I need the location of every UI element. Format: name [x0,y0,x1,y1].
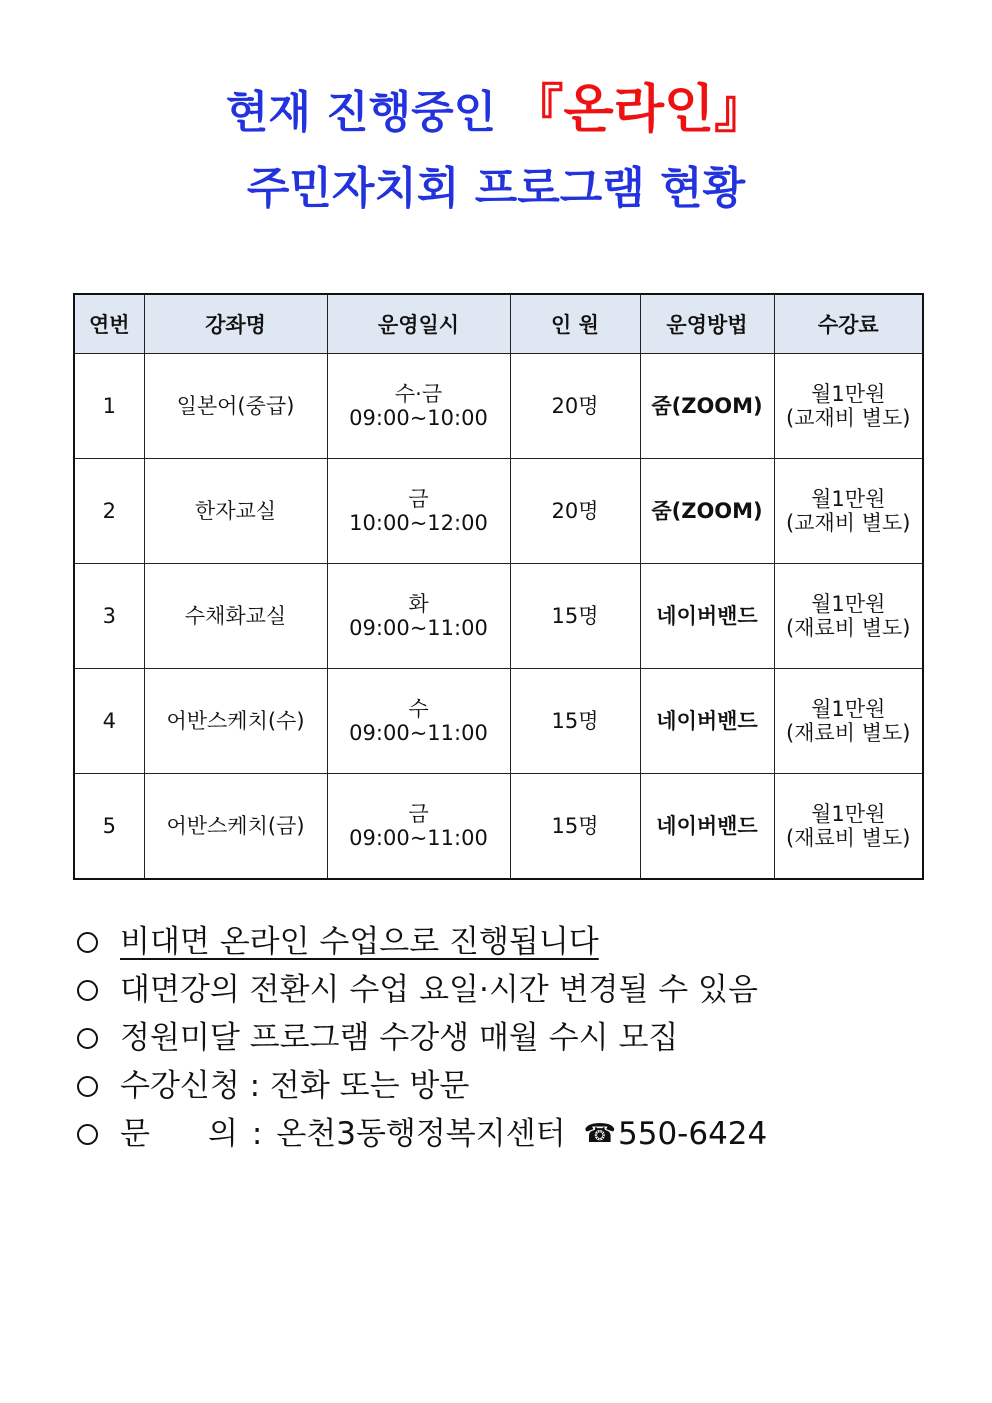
note-text: 대면강의 전환시 수업 요일·시간 변경될 수 있음 [120,972,758,1008]
header-people: 인 원 [510,294,640,354]
note-item [73,1014,933,1062]
row-fee-amount: 월1만원 [811,487,886,511]
row-fee-note: (재료비 별도) [786,826,911,850]
row-schedule [327,669,510,774]
row-time: 09:00~11:00 [349,826,488,850]
title-block [0,70,992,219]
row-fee [774,669,923,774]
circle-bullet-icon [77,932,98,953]
note-text: 수강신청 : 전화 또는 방문 [120,1068,470,1104]
header-fee: 수강료 [774,294,923,354]
page-title-line2: 주민자치회 프로그램 현황 [246,163,746,214]
row-fee [774,459,923,564]
row-no: 5 [74,774,144,880]
contact-label-1: 문 [120,1116,150,1152]
row-schedule [327,459,510,564]
contact-label-2: 의 [207,1116,238,1152]
row-day: 수 [408,697,429,721]
row-course-name: 일본어(중급) [144,354,327,459]
row-no: 1 [74,354,144,459]
contact-phone: 550-6424 [618,1116,768,1152]
circle-bullet-icon [77,1076,98,1097]
table-row [74,564,923,669]
row-fee-amount: 월1만원 [811,382,886,406]
note-item [73,918,933,966]
title-highlight: 『온라인』 [511,80,767,140]
row-schedule [327,774,510,880]
row-fee-note: (재료비 별도) [786,616,911,640]
row-people: 15명 [510,669,640,774]
header-schedule: 운영일시 [327,294,510,354]
header-method: 운영방법 [640,294,774,354]
row-day: 금 [408,802,429,826]
row-schedule [327,564,510,669]
row-day: 금 [408,487,429,511]
row-fee [774,354,923,459]
table-row [74,354,923,459]
row-day: 수·금 [394,382,443,406]
page-title-line1 [0,70,992,153]
note-text: 정원미달 프로그램 수강생 매월 수시 모집 [120,1020,679,1056]
note-item [73,966,933,1014]
row-course-name: 어반스케치(수) [144,669,327,774]
row-no: 2 [74,459,144,564]
row-method: 네이버밴드 [640,564,774,669]
row-fee-note: (교재비 별도) [786,406,911,430]
header-course-name: 강좌명 [144,294,327,354]
row-no: 3 [74,564,144,669]
row-course-name: 어반스케치(금) [144,774,327,880]
row-course-name: 한자교실 [144,459,327,564]
row-day: 화 [408,592,429,616]
contact-center: 온천3동행정복지센터 [276,1116,566,1152]
row-method: 줌(ZOOM) [640,459,774,564]
table-row [74,774,923,880]
contact-item [73,1110,933,1158]
program-table [73,293,924,880]
row-fee-note: (재료비 별도) [786,721,911,745]
circle-bullet-icon [77,1028,98,1049]
row-time: 09:00~11:00 [349,721,488,745]
circle-bullet-icon [77,980,98,1001]
row-fee-amount: 월1만원 [811,697,886,721]
row-method: 네이버밴드 [640,669,774,774]
row-fee [774,774,923,880]
row-course-name: 수채화교실 [144,564,327,669]
row-time: 10:00~12:00 [349,511,488,535]
circle-bullet-icon [77,1124,98,1145]
row-people: 15명 [510,774,640,880]
row-people: 20명 [510,354,640,459]
row-fee [774,564,923,669]
row-method: 줌(ZOOM) [640,354,774,459]
contact-colon: : [251,1116,263,1152]
table-row [74,459,923,564]
note-item [73,1062,933,1110]
row-people: 15명 [510,564,640,669]
header-no: 연번 [74,294,144,354]
title-prefix: 현재 진행중인 [225,87,512,138]
telephone-icon: ☎ [583,1119,616,1149]
table-header-row [74,294,923,354]
row-time: 09:00~11:00 [349,616,488,640]
row-fee-amount: 월1만원 [811,802,886,826]
table-row [74,669,923,774]
row-fee-note: (교재비 별도) [786,511,911,535]
note-text: 비대면 온라인 수업으로 진행됩니다 [120,924,599,960]
row-time: 09:00~10:00 [349,406,488,430]
row-fee-amount: 월1만원 [811,592,886,616]
row-no: 4 [74,669,144,774]
row-method: 네이버밴드 [640,774,774,880]
row-people: 20명 [510,459,640,564]
notes-list [73,918,933,1158]
row-schedule [327,354,510,459]
